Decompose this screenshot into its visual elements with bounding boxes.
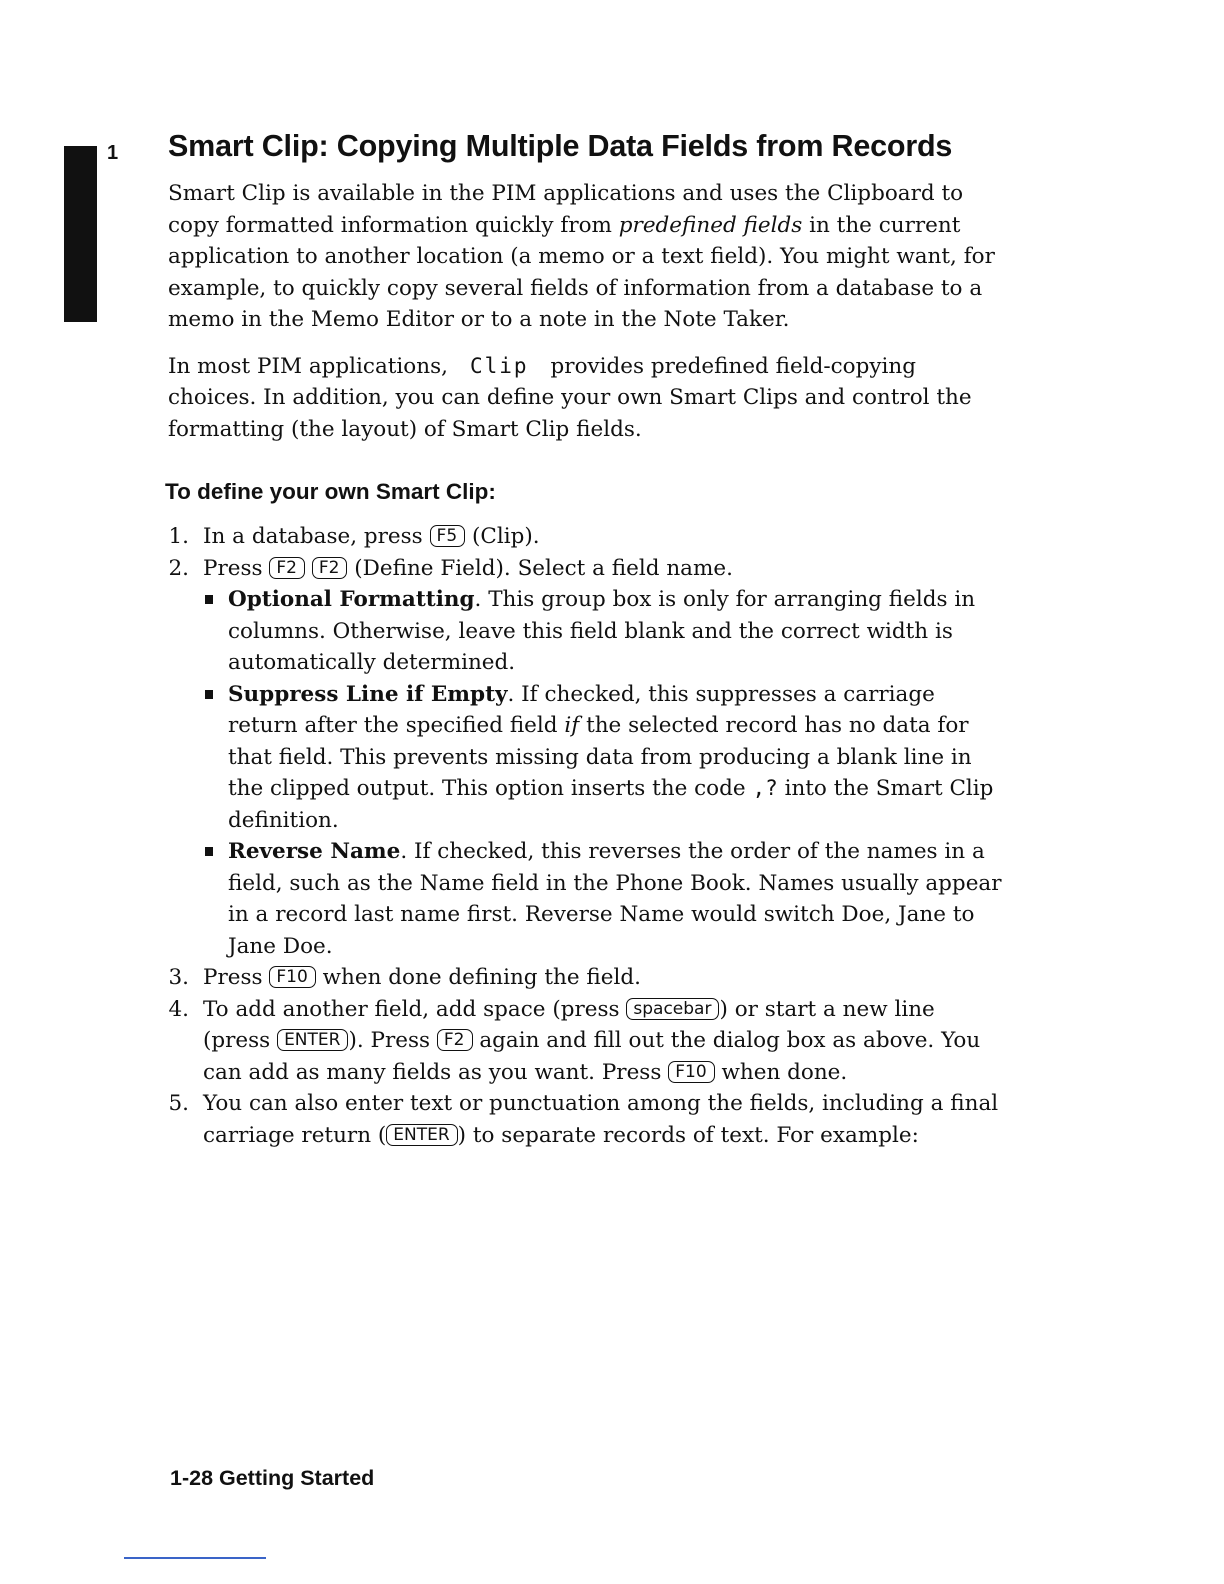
step-text: In a database, press [203, 524, 430, 549]
step-1 [168, 521, 1008, 553]
option-text: into the Smart Clip definition. [228, 776, 994, 833]
option-label: Optional Formatting [228, 587, 475, 612]
step-text: Press [203, 555, 270, 581]
option-text: . If checked, this reverses the order of the names in a field, such as the Name field in the Phone Book. Names usually appear in a record last name first. Reverse Name would switch Doe, Jane to Jane Doe. [228, 839, 1002, 959]
step-text: again and fill out the dialog box as above. You can add as many fields as you want. Press [203, 1028, 981, 1085]
option-text: . If checked, this suppresses a carriage return after the specified field [228, 681, 935, 738]
step-4 [168, 994, 1008, 1089]
suppress-code: ,? [752, 776, 778, 800]
step-2 [168, 553, 1008, 963]
footer-divider [124, 1557, 266, 1559]
key-f10: F10 [269, 966, 315, 988]
step-text: when done. [714, 1059, 848, 1085]
intro-paragraph-1 [168, 178, 1008, 336]
chapter-tab-marker [64, 146, 97, 322]
intro2-text-a: In most PIM applications, [168, 353, 448, 379]
step-text: when done defining the field. [315, 965, 641, 990]
key-f10: F10 [668, 1061, 714, 1083]
step-number: 4. [168, 996, 189, 1022]
chapter-number: 1 [107, 142, 119, 164]
procedure-steps [168, 521, 1008, 1151]
step-text: You can also enter text or punctuation among the fields, including a final carriage return ( [203, 1091, 999, 1148]
bullet-icon [205, 690, 213, 699]
step-text: ). Press [348, 1028, 437, 1053]
option-label: Reverse Name [228, 839, 401, 864]
step-number: 5. [168, 1091, 189, 1116]
step-number: 2. [168, 555, 189, 581]
procedure-heading: To define your own Smart Clip: [165, 479, 496, 504]
step-text: Press [203, 965, 270, 990]
bullet-icon [205, 595, 213, 604]
clip-command-code: Clip [469, 353, 529, 378]
key-f2: F2 [437, 1029, 473, 1051]
step-text: ) to separate records of text. For example: [457, 1122, 919, 1148]
option-suppress-line [203, 679, 1008, 837]
step-number: 3. [168, 965, 189, 990]
section-title: Smart Clip: Copying Multiple Data Fields from Records [168, 129, 953, 163]
step-text: (Define Field). Select a field name. [347, 555, 733, 581]
step-3 [168, 962, 1008, 994]
option-optional-formatting [203, 584, 1008, 679]
step-text: To add another field, add space (press [203, 996, 627, 1022]
option-emphasis: if [564, 713, 580, 738]
field-options-list [203, 584, 1008, 962]
intro1-emphasis: predefined fields [618, 212, 803, 238]
option-text: the selected record has no data for that field. This prevents missing data from producing a blank line in the clipped output. This option inserts the code [228, 713, 972, 801]
intro-paragraph-2 [168, 351, 1008, 446]
option-text: . This group box is only for arranging fields in columns. Otherwise, leave this field blank and the correct width is automatically determined. [228, 587, 976, 675]
key-enter: ENTER [277, 1029, 348, 1051]
step-number: 1. [168, 524, 189, 549]
intro2-text-b: provides predefined field-copying choices. In addition, you can define your own Smart Clips and control the formatting (the layout) of Smart Clip fields. [168, 353, 972, 442]
page-footer: 1-28 Getting Started [170, 1466, 375, 1490]
option-reverse-name [203, 836, 1008, 962]
intro1-text-b: in the current application to another location (a memo or a text field). You might want, for example, to quickly copy several fields of information from a database to a memo in the Memo Editor or to a note in the Note Taker. [168, 212, 995, 332]
key-f2: F2 [312, 557, 348, 579]
step-text: ) or start a new line (press [203, 996, 935, 1053]
key-enter: ENTER [386, 1124, 457, 1146]
bullet-icon [205, 847, 213, 856]
intro1-text-a: Smart Clip is available in the PIM applications and uses the Clipboard to copy formatted information quickly from [168, 181, 964, 238]
key-f2: F2 [269, 557, 305, 579]
step-text: (Clip). [465, 524, 540, 549]
option-label: Suppress Line if Empty [228, 681, 508, 707]
step-5 [168, 1088, 1008, 1151]
key-f5: F5 [430, 525, 466, 547]
page-content [165, 126, 1008, 1151]
key-spacebar: spacebar [626, 998, 719, 1020]
